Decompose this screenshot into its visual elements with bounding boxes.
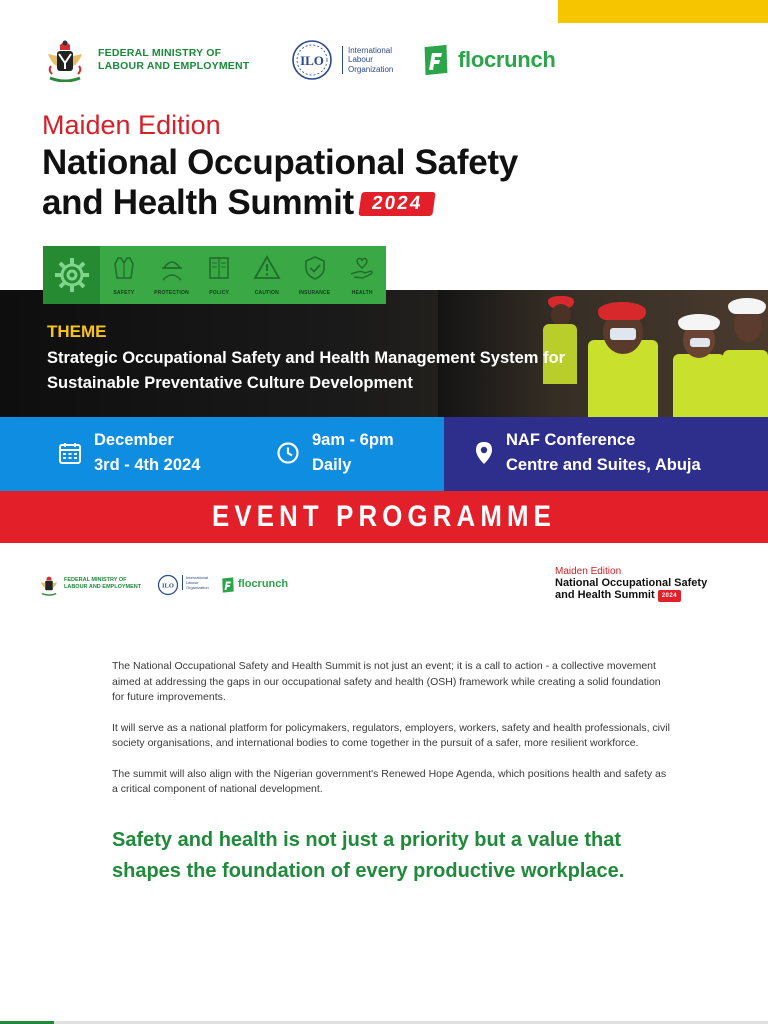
mini-edition-label: Maiden Edition xyxy=(555,566,622,577)
date-line1: December xyxy=(94,431,174,449)
mini-title-line2-row xyxy=(555,589,707,602)
title-line1: National Occupational Safety xyxy=(42,143,518,182)
policy-label: POLICY xyxy=(209,290,230,296)
health-item xyxy=(338,246,386,304)
small-ilo-line3: Organization xyxy=(186,585,209,590)
summit-title xyxy=(42,143,518,223)
small-flocrunch-mark-icon xyxy=(219,576,237,594)
venue-text xyxy=(506,428,701,478)
caution-item xyxy=(243,246,291,304)
flocrunch-mark-icon xyxy=(418,42,454,78)
small-coat-of-arms-icon xyxy=(38,574,60,596)
small-ministry-line2: LABOUR AND EMPLOYMENT xyxy=(64,584,142,590)
protection-label: PROTECTION xyxy=(154,290,189,296)
ilo-name xyxy=(342,46,393,75)
edition-label: Maiden Edition xyxy=(42,110,221,140)
time-line2: Daily xyxy=(312,456,352,474)
ilo-logo xyxy=(288,38,393,82)
calendar-icon xyxy=(58,441,82,465)
year-badge: 2024 xyxy=(358,192,436,216)
policy-item xyxy=(195,246,243,304)
small-ilo-line2: Labour xyxy=(186,580,199,585)
page-header-logos xyxy=(38,572,298,598)
heart-hand-icon xyxy=(348,254,376,282)
svg-text:ILO: ILO xyxy=(162,582,174,590)
ilo-line1: International xyxy=(348,45,393,55)
gear-icon-box xyxy=(43,246,100,304)
theme-text: Strategic Occupational Safety and Health Management System for Sustainable Preventative Culture Development xyxy=(47,349,566,392)
clock-icon xyxy=(276,441,300,465)
time-block xyxy=(276,428,394,478)
time-line1: 9am - 6pm xyxy=(312,431,394,449)
ministry-line1: FEDERAL MINISTRY OF xyxy=(98,47,222,59)
mini-title-line1: National Occupational Safety xyxy=(555,577,708,589)
date-time-panel xyxy=(0,417,444,491)
safety-item xyxy=(100,246,148,304)
shield-check-icon xyxy=(301,254,329,282)
svg-text:ILO: ILO xyxy=(300,53,324,68)
hard-hat-worker-icon xyxy=(158,254,186,282)
coat-of-arms-icon xyxy=(42,38,88,82)
page-header-title xyxy=(555,566,707,602)
mini-year-badge: 2024 xyxy=(658,590,681,602)
venue-panel xyxy=(444,417,768,491)
small-ministry-name xyxy=(64,577,141,591)
date-text xyxy=(94,428,200,478)
health-label: HEALTH xyxy=(351,290,373,296)
ilo-emblem-icon xyxy=(288,38,336,82)
time-text xyxy=(312,428,394,478)
policy-book-icon xyxy=(205,254,233,282)
venue-block xyxy=(474,428,701,478)
title-line2-row xyxy=(42,183,518,223)
mini-title-line2: and Health Summit xyxy=(555,589,655,601)
top-accent-bar xyxy=(558,0,768,23)
theme-banner xyxy=(0,290,768,417)
caution-triangle-icon xyxy=(253,254,281,282)
flocrunch-logo xyxy=(418,42,556,78)
small-ilo-name xyxy=(182,575,209,590)
ilo-line3: Organization xyxy=(348,64,394,74)
protection-item xyxy=(148,246,196,304)
osh-icon-strip xyxy=(43,246,386,304)
safety-label: SAFETY xyxy=(113,290,135,296)
insurance-label: INSURANCE xyxy=(298,290,331,296)
insurance-item xyxy=(291,246,339,304)
flocrunch-wordmark: flocrunch xyxy=(458,47,556,72)
date-line2: 3rd - 4th 2024 xyxy=(94,456,201,474)
date-block xyxy=(58,428,200,478)
description-paragraph-3: The summit will also align with the Nigerian government's Renewed Hope Agenda, which positions health and safety as a critical component of national development. xyxy=(112,767,667,795)
description-paragraph-2: It will serve as a national platform for policymakers, regulators, employers, workers, safety and health professionals, civil society organisations, and international bodies to come together in the pursuit of a safer, more resilient workforce. xyxy=(112,721,670,749)
partner-logos xyxy=(42,38,602,86)
theme-label: THEME xyxy=(47,322,107,341)
title-line2: and Health Summit xyxy=(42,183,354,222)
ilo-line2: Labour xyxy=(348,55,373,65)
caution-label: CAUTION xyxy=(254,290,279,296)
description-paragraph-1: The National Occupational Safety and Health Summit is not just an event; it is a call to action - a collective movement aimed at addressing the gaps in our occupational safety and health (OSH) framework while creating a solid foundation for future improvements. xyxy=(112,660,661,703)
summit-description xyxy=(112,659,672,813)
ministry-line2: LABOUR AND EMPLOYMENT xyxy=(98,60,250,72)
event-programme-banner xyxy=(0,491,768,543)
small-flocrunch-wordmark: flocrunch xyxy=(238,578,289,590)
event-programme-heading: EVENT PROGRAMME xyxy=(211,500,557,533)
venue-line1: NAF Conference xyxy=(506,431,636,449)
small-ministry-line1: FEDERAL MINISTRY OF xyxy=(64,577,127,583)
safety-vest-icon xyxy=(110,254,138,282)
small-ilo-emblem-icon xyxy=(156,574,180,596)
ministry-name xyxy=(98,47,249,73)
venue-line2: Centre and Suites, Abuja xyxy=(506,456,701,474)
gear-icon xyxy=(52,255,92,295)
ministry-logo xyxy=(42,38,249,82)
small-ilo-line1: International xyxy=(186,575,209,580)
highlight-quote: Safety and health is not just a priority but a value that shapes the foundation of every productive workplace. xyxy=(112,829,625,882)
event-info-band xyxy=(0,417,768,491)
location-pin-icon xyxy=(474,441,494,465)
